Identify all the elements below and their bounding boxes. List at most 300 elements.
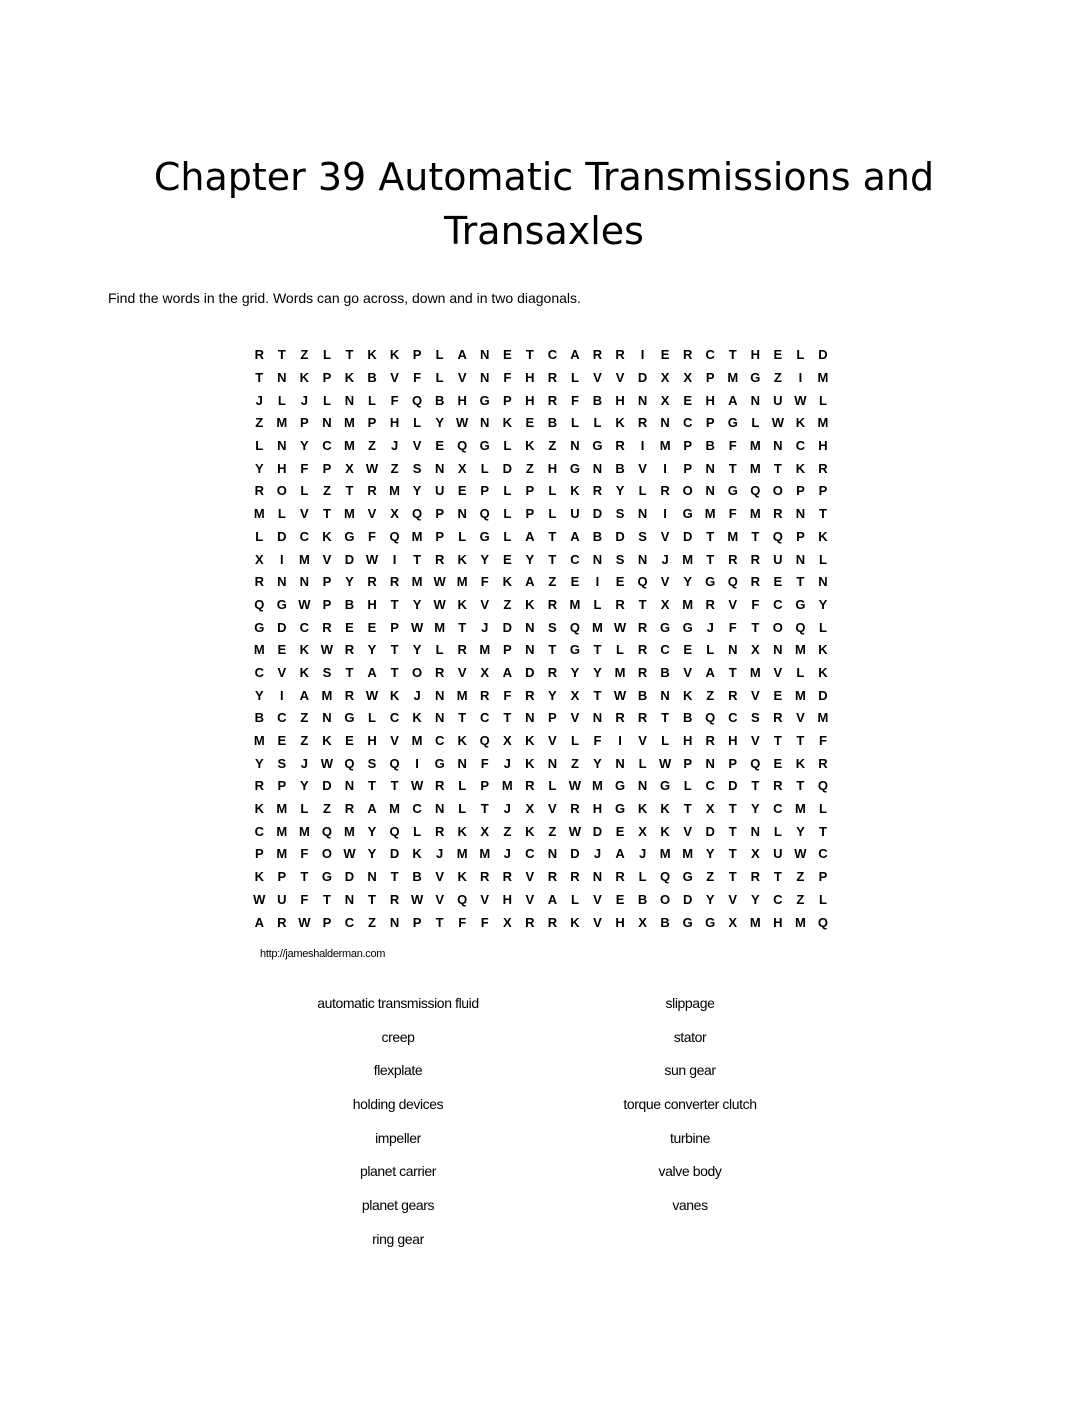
grid-letter: D: [502, 460, 512, 476]
grid-letter: T: [818, 823, 827, 839]
grid-letter: O: [772, 483, 783, 499]
grid-letter: R: [637, 619, 648, 635]
grid-letter: R: [773, 710, 783, 726]
grid-letter: P: [548, 710, 557, 726]
grid-letter: K: [502, 415, 512, 431]
word-list-item: planet gears: [361, 1197, 435, 1214]
grid-letter: K: [322, 528, 332, 544]
grid-letter: L: [570, 733, 579, 749]
grid-letter: F: [728, 619, 737, 635]
grid-letter: Y: [750, 801, 760, 817]
grid-letter: Z: [322, 801, 331, 817]
grid-letter: K: [299, 664, 310, 680]
grid-letter: K: [389, 347, 400, 363]
grid-letter: G: [614, 801, 626, 817]
grid-letter: R: [344, 687, 355, 703]
grid-letter: B: [412, 869, 422, 885]
grid-letter: I: [663, 460, 667, 476]
grid-letter: M: [411, 574, 423, 590]
grid-letter: E: [525, 415, 535, 431]
grid-letter: I: [640, 347, 645, 363]
grid-letter: Y: [615, 483, 625, 499]
grid-letter: D: [389, 846, 400, 862]
grid-letter: C: [547, 347, 558, 363]
grid-letter: R: [637, 642, 648, 658]
grid-letter: L: [616, 642, 624, 658]
grid-row: [248, 526, 834, 549]
grid-letter: K: [457, 551, 467, 567]
grid-letter: N: [705, 460, 715, 476]
grid-letter: K: [637, 801, 648, 817]
grid-letter: X: [750, 846, 760, 862]
grid-letter: Y: [435, 415, 444, 431]
grid-letter: X: [750, 642, 760, 658]
grid-letter: Y: [705, 846, 715, 862]
grid-letter: D: [344, 869, 355, 885]
grid-letter: C: [277, 710, 287, 726]
grid-letter: N: [322, 710, 332, 726]
grid-letter: X: [638, 914, 647, 930]
grid-letter: M: [794, 687, 806, 703]
grid-letter: N: [750, 392, 760, 408]
grid-row: [248, 389, 834, 412]
grid-letter: D: [728, 778, 738, 794]
grid-letter: T: [773, 733, 782, 749]
grid-letter: V: [390, 370, 399, 386]
grid-row: [248, 889, 834, 912]
grid-letter: Y: [300, 778, 309, 794]
grid-letter: K: [525, 438, 535, 454]
grid-letter: N: [344, 778, 355, 794]
grid-letter: Y: [300, 438, 309, 454]
grid-letter: V: [435, 869, 444, 885]
grid-letter: P: [435, 506, 444, 522]
grid-letter: R: [637, 710, 648, 726]
grid-letter: B: [682, 710, 693, 726]
grid-letter: M: [389, 801, 400, 817]
grid-letter: C: [705, 778, 715, 794]
grid-letter: Q: [321, 823, 332, 839]
grid-letter: R: [750, 574, 760, 590]
grid-letter: E: [570, 574, 580, 590]
grid-letter: D: [705, 823, 715, 839]
grid-letter: N: [434, 710, 445, 726]
grid-letter: L: [300, 483, 309, 499]
grid-letter: N: [637, 778, 648, 794]
grid-letter: M: [817, 710, 829, 726]
grid-letter: M: [321, 687, 333, 703]
grid-letter: E: [277, 733, 287, 749]
grid-letter: F: [300, 846, 309, 862]
grid-letter: H: [592, 801, 603, 817]
grid-letter: Y: [254, 687, 264, 703]
grid-letter: S: [615, 506, 625, 522]
grid-letter: M: [344, 438, 355, 454]
grid-letter: N: [637, 551, 648, 567]
grid-letter: F: [728, 438, 737, 454]
grid-letter: N: [592, 460, 603, 476]
grid-letter: R: [728, 551, 738, 567]
grid-letter: E: [773, 755, 783, 771]
grid-letter: N: [344, 891, 355, 907]
grid-letter: G: [479, 392, 490, 408]
grid-letter: B: [660, 914, 670, 930]
grid-letter: A: [705, 664, 715, 680]
grid-letter: P: [480, 778, 490, 794]
grid-letter: W: [794, 392, 807, 408]
grid-letter: T: [277, 347, 286, 363]
grid-letter: R: [547, 914, 558, 930]
grid-letter: T: [706, 551, 715, 567]
grid-letter: Y: [412, 596, 422, 612]
grid-letter: R: [254, 778, 264, 794]
grid-letter: N: [795, 506, 806, 522]
grid-letter: E: [435, 438, 444, 454]
grid-letter: Y: [254, 755, 264, 771]
grid-letter: T: [458, 619, 467, 635]
grid-letter: R: [254, 347, 264, 363]
grid-letter: G: [569, 642, 580, 658]
grid-row: [248, 435, 834, 458]
grid-letter: K: [570, 914, 580, 930]
grid-letter: L: [255, 528, 264, 544]
grid-letter: N: [457, 506, 467, 522]
grid-letter: B: [344, 596, 355, 612]
grid-letter: L: [593, 596, 602, 612]
grid-letter: H: [773, 914, 783, 930]
grid-letter: N: [480, 347, 490, 363]
grid-letter: M: [569, 596, 581, 612]
grid-letter: C: [705, 347, 715, 363]
grid-letter: A: [367, 801, 377, 817]
grid-letter: K: [525, 823, 535, 839]
grid-letter: W: [568, 823, 582, 839]
grid-letter: M: [704, 506, 716, 522]
grid-letter: H: [615, 392, 625, 408]
grid-letter: W: [365, 460, 379, 476]
grid-letter: V: [683, 664, 692, 680]
grid-letter: P: [705, 370, 715, 386]
grid-letter: N: [344, 392, 355, 408]
grid-letter: W: [298, 914, 311, 930]
grid-letter: G: [750, 370, 761, 386]
grid-letter: R: [367, 483, 377, 499]
grid-letter: N: [705, 483, 715, 499]
instructions: Find the words in the grid. Words can go across, down and in two diagonals.: [108, 290, 581, 306]
grid-letter: Z: [300, 347, 309, 363]
grid-letter: E: [773, 347, 783, 363]
grid-letter: D: [277, 528, 287, 544]
grid-letter: Z: [300, 710, 309, 726]
grid-letter: A: [525, 574, 535, 590]
grid-letter: N: [434, 460, 445, 476]
grid-letter: T: [751, 619, 760, 635]
grid-letter: Y: [367, 642, 377, 658]
grid-letter: C: [773, 891, 783, 907]
grid-letter: I: [280, 551, 284, 567]
grid-letter: V: [750, 733, 760, 749]
grid-letter: L: [435, 642, 444, 658]
grid-letter: M: [501, 778, 513, 794]
grid-letter: H: [818, 438, 828, 454]
grid-letter: F: [368, 528, 376, 544]
grid-letter: A: [502, 664, 512, 680]
grid-letter: Z: [390, 460, 399, 476]
grid-letter: J: [638, 846, 647, 862]
grid-letter: L: [706, 642, 715, 658]
grid-letter: T: [255, 370, 264, 386]
grid-letter: T: [773, 869, 782, 885]
grid-letter: L: [818, 801, 827, 817]
grid-letter: E: [683, 642, 692, 658]
grid-letter: V: [525, 869, 535, 885]
grid-row: [248, 548, 834, 571]
grid-letter: F: [480, 574, 489, 590]
grid-letter: L: [638, 869, 647, 885]
grid-letter: F: [503, 370, 512, 386]
grid-letter: P: [277, 869, 287, 885]
grid-letter: L: [796, 664, 805, 680]
grid-letter: Y: [570, 664, 580, 680]
grid-letter: T: [796, 574, 805, 590]
grid-letter: T: [390, 664, 399, 680]
word-list-item: flexplate: [373, 1062, 423, 1079]
grid-letter: T: [548, 528, 557, 544]
grid-letter: L: [458, 778, 467, 794]
grid-row: [248, 775, 834, 798]
grid-letter: S: [750, 710, 760, 726]
grid-letter: M: [794, 914, 806, 930]
grid-letter: O: [276, 483, 287, 499]
grid-letter: T: [390, 869, 399, 885]
grid-letter: D: [615, 528, 625, 544]
grid-letter: V: [638, 733, 647, 749]
grid-letter: B: [254, 710, 264, 726]
grid-letter: W: [794, 846, 807, 862]
grid-letter: Z: [300, 733, 309, 749]
grid-letter: L: [458, 801, 467, 817]
grid-letter: X: [683, 370, 692, 386]
grid-letter: T: [751, 528, 760, 544]
grid-letter: P: [728, 755, 738, 771]
grid-letter: Z: [548, 823, 557, 839]
grid-letter: V: [728, 891, 738, 907]
grid-letter: D: [592, 506, 603, 522]
grid-letter: M: [479, 642, 491, 658]
grid-letter: T: [593, 687, 602, 703]
grid-letter: N: [637, 392, 648, 408]
grid-letter: G: [682, 914, 693, 930]
grid-letter: K: [299, 642, 310, 658]
grid-letter: G: [479, 438, 490, 454]
grid-letter: C: [525, 846, 535, 862]
grid-letter: W: [320, 755, 334, 771]
grid-letter: X: [457, 460, 467, 476]
word-list-item: stator: [673, 1028, 707, 1045]
grid-letter: T: [706, 528, 715, 544]
grid-letter: Z: [706, 869, 715, 885]
grid-letter: R: [480, 687, 490, 703]
grid-row: [248, 707, 834, 730]
grid-letter: M: [298, 823, 310, 839]
grid-letter: V: [480, 891, 490, 907]
grid-letter: F: [390, 392, 399, 408]
grid-letter: Q: [412, 392, 423, 408]
grid-letter: Y: [367, 846, 377, 862]
grid-letter: K: [525, 755, 535, 771]
grid-letter: M: [253, 506, 265, 522]
word-list-item: vanes: [672, 1197, 708, 1214]
grid-letter: Y: [750, 891, 760, 907]
grid-letter: T: [390, 596, 399, 612]
grid-letter: M: [749, 914, 761, 930]
grid-letter: G: [614, 778, 626, 794]
grid-letter: V: [593, 370, 602, 386]
grid-letter: P: [390, 619, 399, 635]
grid-letter: N: [525, 710, 535, 726]
grid-letter: K: [660, 801, 670, 817]
grid-letter: C: [389, 710, 400, 726]
grid-letter: W: [365, 551, 379, 567]
grid-letter: F: [751, 596, 760, 612]
grid-row: [248, 594, 834, 617]
grid-letter: C: [773, 801, 783, 817]
grid-letter: N: [434, 801, 445, 817]
grid-letter: M: [749, 438, 761, 454]
grid-letter: H: [705, 392, 715, 408]
grid-letter: C: [660, 642, 670, 658]
grid-letter: V: [457, 370, 467, 386]
grid-letter: F: [480, 914, 489, 930]
grid-letter: I: [595, 574, 600, 590]
grid-row: [248, 480, 834, 503]
grid-letter: K: [818, 528, 828, 544]
grid-letter: L: [570, 415, 579, 431]
grid-letter: T: [728, 347, 737, 363]
grid-letter: P: [480, 483, 490, 499]
grid-letter: R: [525, 778, 535, 794]
grid-letter: Y: [525, 551, 535, 567]
grid-letter: F: [300, 460, 309, 476]
grid-letter: R: [547, 596, 558, 612]
grid-letter: A: [254, 914, 264, 930]
grid-letter: E: [615, 823, 625, 839]
grid-letter: F: [503, 687, 512, 703]
grid-row: [248, 730, 834, 753]
grid-letter: T: [728, 801, 737, 817]
grid-letter: U: [773, 846, 783, 862]
grid-letter: G: [795, 596, 806, 612]
grid-letter: F: [480, 755, 489, 771]
grid-letter: Q: [705, 710, 716, 726]
grid-letter: D: [682, 528, 693, 544]
grid-letter: T: [458, 710, 467, 726]
grid-letter: L: [548, 483, 557, 499]
grid-letter: D: [322, 778, 332, 794]
grid-letter: D: [277, 619, 287, 635]
grid-letter: C: [412, 801, 422, 817]
grid-letter: F: [593, 733, 602, 749]
grid-letter: N: [592, 551, 603, 567]
grid-letter: M: [456, 574, 468, 590]
grid-letter: B: [660, 664, 670, 680]
grid-letter: A: [547, 891, 558, 907]
grid-row: [248, 457, 834, 480]
grid-letter: Z: [525, 460, 534, 476]
grid-letter: D: [525, 664, 535, 680]
grid-letter: K: [389, 687, 400, 703]
grid-letter: Q: [817, 914, 828, 930]
grid-letter: W: [410, 778, 424, 794]
grid-letter: P: [322, 914, 332, 930]
grid-letter: T: [390, 642, 399, 658]
grid-letter: Q: [479, 506, 490, 522]
grid-letter: G: [727, 415, 738, 431]
grid-letter: N: [525, 642, 535, 658]
grid-letter: L: [773, 823, 782, 839]
grid-letter: H: [682, 733, 693, 749]
grid-letter: K: [682, 687, 693, 703]
grid-letter: G: [434, 755, 445, 771]
grid-letter: H: [502, 891, 512, 907]
grid-letter: U: [570, 506, 580, 522]
grid-letter: A: [525, 528, 535, 544]
grid-letter: C: [480, 710, 490, 726]
grid-letter: X: [502, 733, 512, 749]
grid-letter: W: [410, 619, 424, 635]
grid-letter: L: [818, 392, 827, 408]
grid-letter: B: [367, 370, 377, 386]
grid-letter: B: [705, 438, 715, 454]
grid-letter: T: [345, 664, 354, 680]
grid-letter: F: [570, 392, 579, 408]
grid-letter: N: [547, 846, 558, 862]
grid-letter: K: [795, 460, 806, 476]
grid-letter: N: [660, 415, 670, 431]
grid-row: [248, 662, 834, 685]
grid-letter: O: [660, 891, 671, 907]
grid-letter: R: [682, 347, 693, 363]
grid-letter: X: [638, 823, 647, 839]
grid-letter: Q: [479, 733, 490, 749]
grid-letter: L: [277, 392, 286, 408]
grid-letter: S: [615, 551, 625, 567]
grid-letter: P: [322, 370, 332, 386]
grid-letter: D: [682, 891, 693, 907]
grid-letter: V: [367, 506, 377, 522]
grid-letter: P: [683, 438, 692, 454]
grid-letter: R: [705, 596, 715, 612]
grid-letter: M: [592, 619, 603, 635]
word-list-item: turbine: [669, 1129, 710, 1146]
word-list-item: torque converter clutch: [623, 1096, 757, 1113]
grid-letter: T: [773, 460, 782, 476]
grid-letter: M: [344, 823, 355, 839]
grid-letter: X: [570, 687, 580, 703]
grid-letter: A: [615, 846, 625, 862]
grid-letter: R: [592, 483, 603, 499]
grid-letter: M: [253, 733, 265, 749]
grid-letter: M: [456, 846, 468, 862]
grid-letter: U: [773, 551, 783, 567]
grid-letter: N: [389, 914, 400, 930]
grid-letter: V: [750, 687, 760, 703]
grid-letter: L: [458, 528, 467, 544]
grid-letter: N: [773, 438, 783, 454]
grid-letter: T: [728, 869, 737, 885]
grid-letter: S: [322, 664, 332, 680]
grid-letter: K: [525, 733, 535, 749]
